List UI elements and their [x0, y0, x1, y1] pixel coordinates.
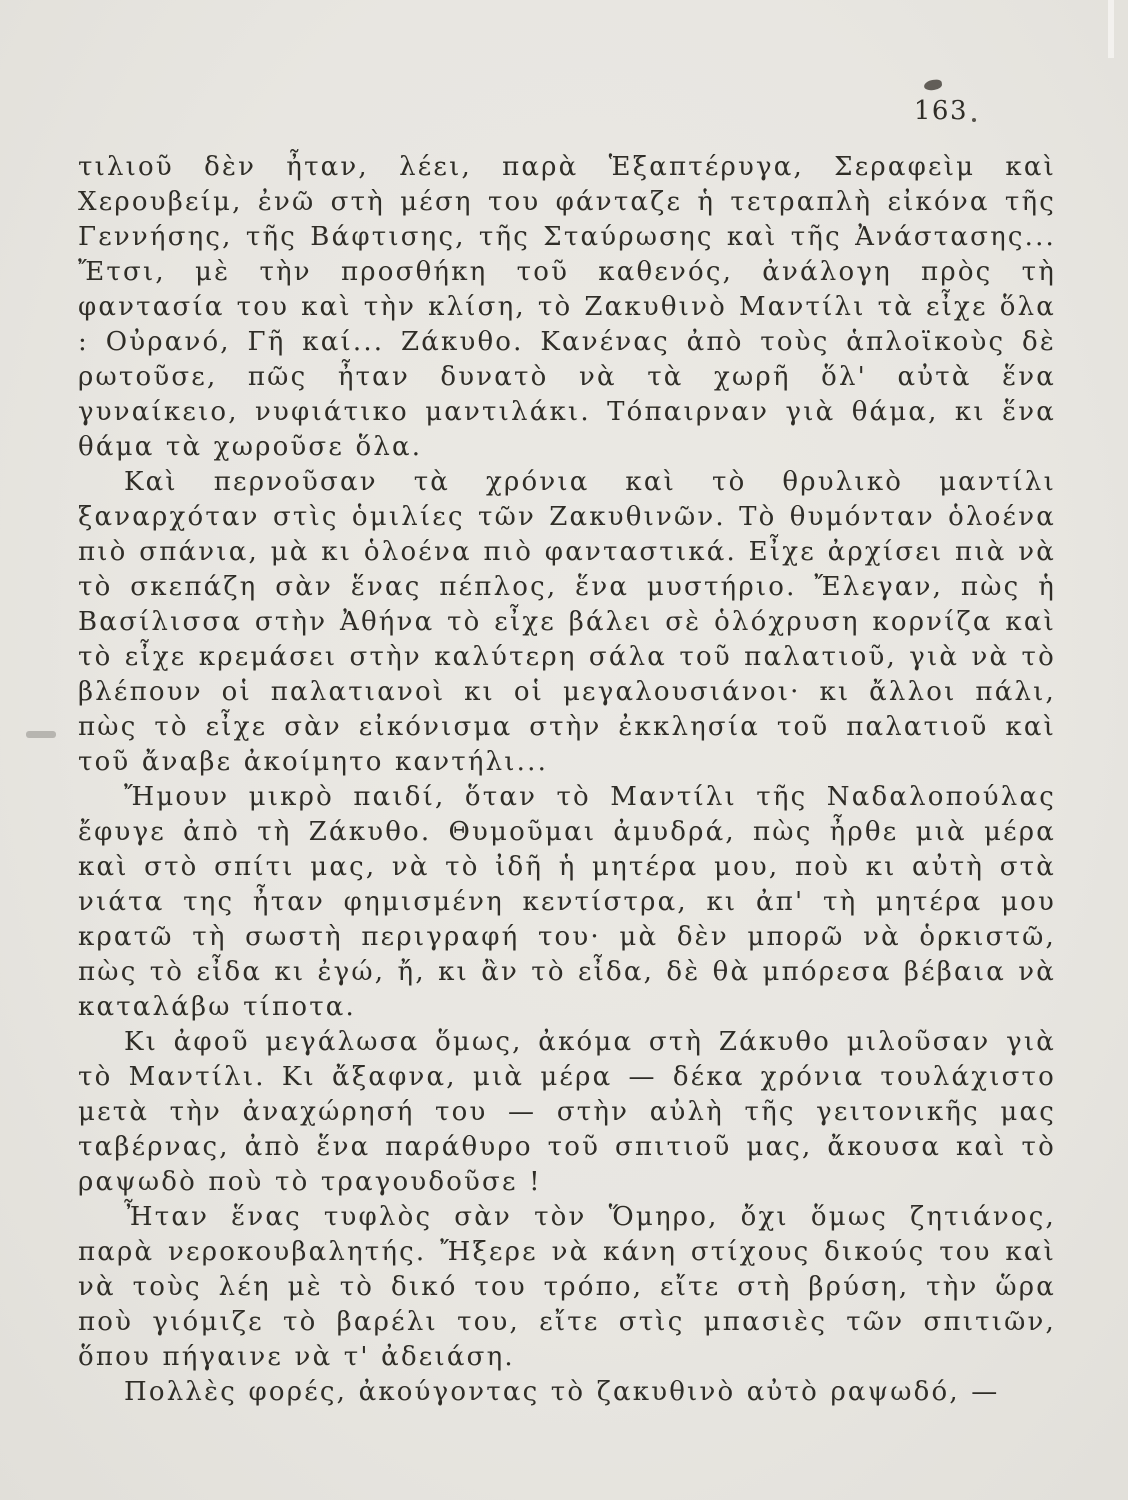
ink-smudge-mark: [923, 79, 942, 91]
paragraph: Ἦταν ἕνας τυφλὸς σὰν τὸν Ὅμηρο, ὄχι ὅμως ζητιάνος, παρὰ νεροκουβαλητής. Ἤξερε νὰ κάνη στίχους δικούς του καὶ νὰ τοὺς λέη μὲ τὸ δικό του τρόπο, εἴτε στὴ βρύση, τὴν ὥρα ποὺ γιόμιζε τὸ βαρέλι του, εἴτε στὶς μπασιὲς τῶν σπιτιῶν, ὅπου πήγαινε νὰ τ' ἀδειάση.: [78, 1202, 1056, 1372]
body-text: [78, 150, 1056, 1410]
paragraph: Ἤμουν μικρὸ παιδί, ὅταν τὸ Μαντίλι τῆς Ναδαλοπούλας ἔφυγε ἀπὸ τὴ Ζάκυθο. Θυμοῦμαι ἀμυδρά, πὼς ἦρθε μιὰ μέρα καὶ στὸ σπίτι μας, νὰ τὸ ἰδῆ ἡ μητέρα μου, ποὺ κι αὐτὴ στὰ νιάτα της ἦταν φημισμένη κεντίστρα, κι ἀπ' τὴ μητέρα μου κρατῶ τὴ σωστὴ περιγραφή του· μὰ δὲν μπορῶ νὰ ὁρκιστῶ, πὼς τὸ εἶδα κι ἐγώ, ἤ, κι ἂν τὸ εἶδα, δὲ θὰ μπόρεσα βέβαια νὰ καταλάβω τίποτα.: [78, 782, 1056, 1022]
paragraph: Πολλὲς φορές, ἀκούγοντας τὸ ζακυθινὸ αὐτὸ ραψωδό, —: [124, 1377, 1000, 1407]
page-number: 163: [913, 96, 968, 126]
page-number-dot-artifact: [972, 118, 976, 122]
paragraph: τιλιοῦ δὲν ἦταν, λέει, παρὰ Ἑξαπτέρυγα, Σεραφεὶμ καὶ Χερουβείμ, ἐνῶ στὴ μέση του φάνταζε ἡ τετραπλὴ εἰκόνα τῆς Γεννήσης, τῆς Βάφτισης, τῆς Σταύρωσης καὶ τῆς Ἀνάστασης... Ἔτσι, μὲ τὴν προσθήκη τοῦ καθενός, ἀνάλογη πρὸς τὴ φαντασία του καὶ τὴν κλίση, τὸ Ζακυθινὸ Μαντίλι τὰ εἶχε ὅλα : Οὐρανό, Γῆ καί... Ζάκυθο. Κανένας ἀπὸ τοὺς ἁπλοϊκοὺς δὲ ρωτοῦσε, πῶς ἦταν δυνατὸ νὰ τὰ χωρῆ ὅλ' αὐτὰ ἕνα γυναίκειο, νυφιάτικο μαντιλάκι. Τόπαιρναν γιὰ θάμα, κι ἕνα θάμα τὰ χωροῦσε ὅλα.: [78, 152, 1056, 462]
paragraph: Καὶ περνοῦσαν τὰ χρόνια καὶ τὸ θρυλικὸ μαντίλι ξαναρχόταν στὶς ὁμιλίες τῶν Ζακυθινῶν. Τὸ θυμόνταν ὁλοένα πιὸ σπάνια, μὰ κι ὁλοένα πιὸ φανταστικά. Εἶχε ἀρχίσει πιὰ νὰ τὸ σκεπάζη σὰν ἕνας πέπλος, ἕνα μυστήριο. Ἔλεγαν, πὼς ἡ Βασίλισσα στὴν Ἀθήνα τὸ εἶχε βάλει σὲ ὁλόχρυση κορνίζα καὶ τὸ εἶχε κρεμάσει στὴν καλύτερη σάλα τοῦ παλατιοῦ, γιὰ νὰ τὸ βλέπουν οἱ παλατιανοὶ κι οἱ μεγαλουσιάνοι· κι ἄλλοι πάλι, πὼς τὸ εἶχε σὰν εἰκόνισμα στὴν ἐκκλησία τοῦ παλατιοῦ καὶ τοῦ ἄναβε ἀκοίμητο καντήλι...: [78, 467, 1056, 777]
margin-pencil-mark: [26, 731, 56, 738]
paragraph: Κι ἀφοῦ μεγάλωσα ὅμως, ἀκόμα στὴ Ζάκυθο μιλοῦσαν γιὰ τὸ Μαντίλι. Κι ἄξαφνα, μιὰ μέρα — δέκα χρόνια τουλάχιστο μετὰ τὴν ἀναχώρησή του — στὴν αὐλὴ τῆς γειτονικῆς μας ταβέρνας, ἀπὸ ἕνα παράθυρο τοῦ σπιτιοῦ μας, ἄκουσα καὶ τὸ ραψωδὸ ποὺ τὸ τραγουδοῦσε !: [78, 1027, 1056, 1197]
scan-edge-artifact: [1108, 0, 1114, 58]
